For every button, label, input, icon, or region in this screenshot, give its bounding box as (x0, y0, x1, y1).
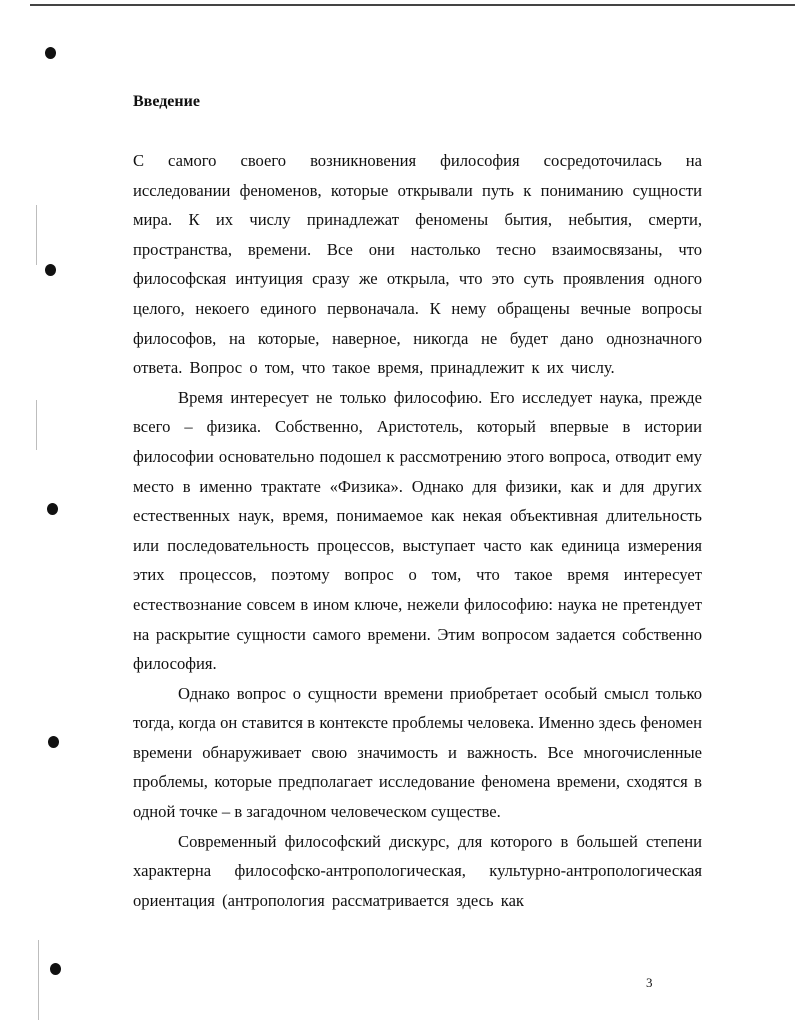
section-heading: Введение (133, 93, 200, 110)
binding-hole-1 (45, 47, 56, 59)
binding-hole-5 (50, 963, 61, 975)
scan-top-edge (30, 4, 795, 6)
scan-artifact-line (38, 940, 39, 1020)
paragraph: Современный философский дискурс, для которого в большей степени характерна философско-антропологическая, культурно-антропологическая ориентация (антропология рассматривается здесь как (133, 831, 702, 910)
binding-hole-4 (48, 736, 59, 748)
scan-artifact-line (36, 205, 37, 265)
paragraph: С самого своего возникновения философия сосредоточилась на исследовании феноменов, которые открывали путь к пониманию сущности мира. К их числу принадлежат феномены бытия, небытия, смерти, пространства, времени. Все они настолько тесно взаимосвязаны, что философская интуиция сразу же открыла, что это суть проявления одного целого, некоего единого первоначала. К нему обращены вечные вопросы философов, на которые, наверное, никогда не будет дано однозначного ответа. Вопрос о том, что такое время, принадлежит к их числу. (133, 151, 702, 378)
scan-artifact-line (36, 400, 37, 450)
body-text (133, 146, 702, 915)
page-number: 3 (646, 975, 653, 990)
paragraph: Время интересует не только философию. Его исследует наука, прежде всего – физика. Собственно, Аристотель, который впервые в истории философии основательно подошел к рассмотрению этого вопроса, отводит ему место в именно трактате «Физика». Однако для физики, как и для других естественных наук, время, понимаемое как некая объективная длительность или последовательность процессов, выступает часто как единица измерения этих процессов, поэтому вопрос о том, что такое время интересует естествознание совсем в ином ключе, нежели философию: наука не претендует на раскрытие сущности самого времени. Этим вопросом задается собственно философия. (133, 387, 702, 674)
binding-hole-3 (47, 503, 58, 515)
paragraph: Однако вопрос о сущности времени приобретает особый смысл только тогда, когда он ставится в контексте проблемы человека. Именно здесь феномен времени обнаруживает свою значимость и важность. Все многочисленные проблемы, которые предполагает исследование феномена времени, сходятся в одной точке – в загадочном человеческом существе. (133, 683, 702, 822)
binding-hole-2 (45, 264, 56, 276)
